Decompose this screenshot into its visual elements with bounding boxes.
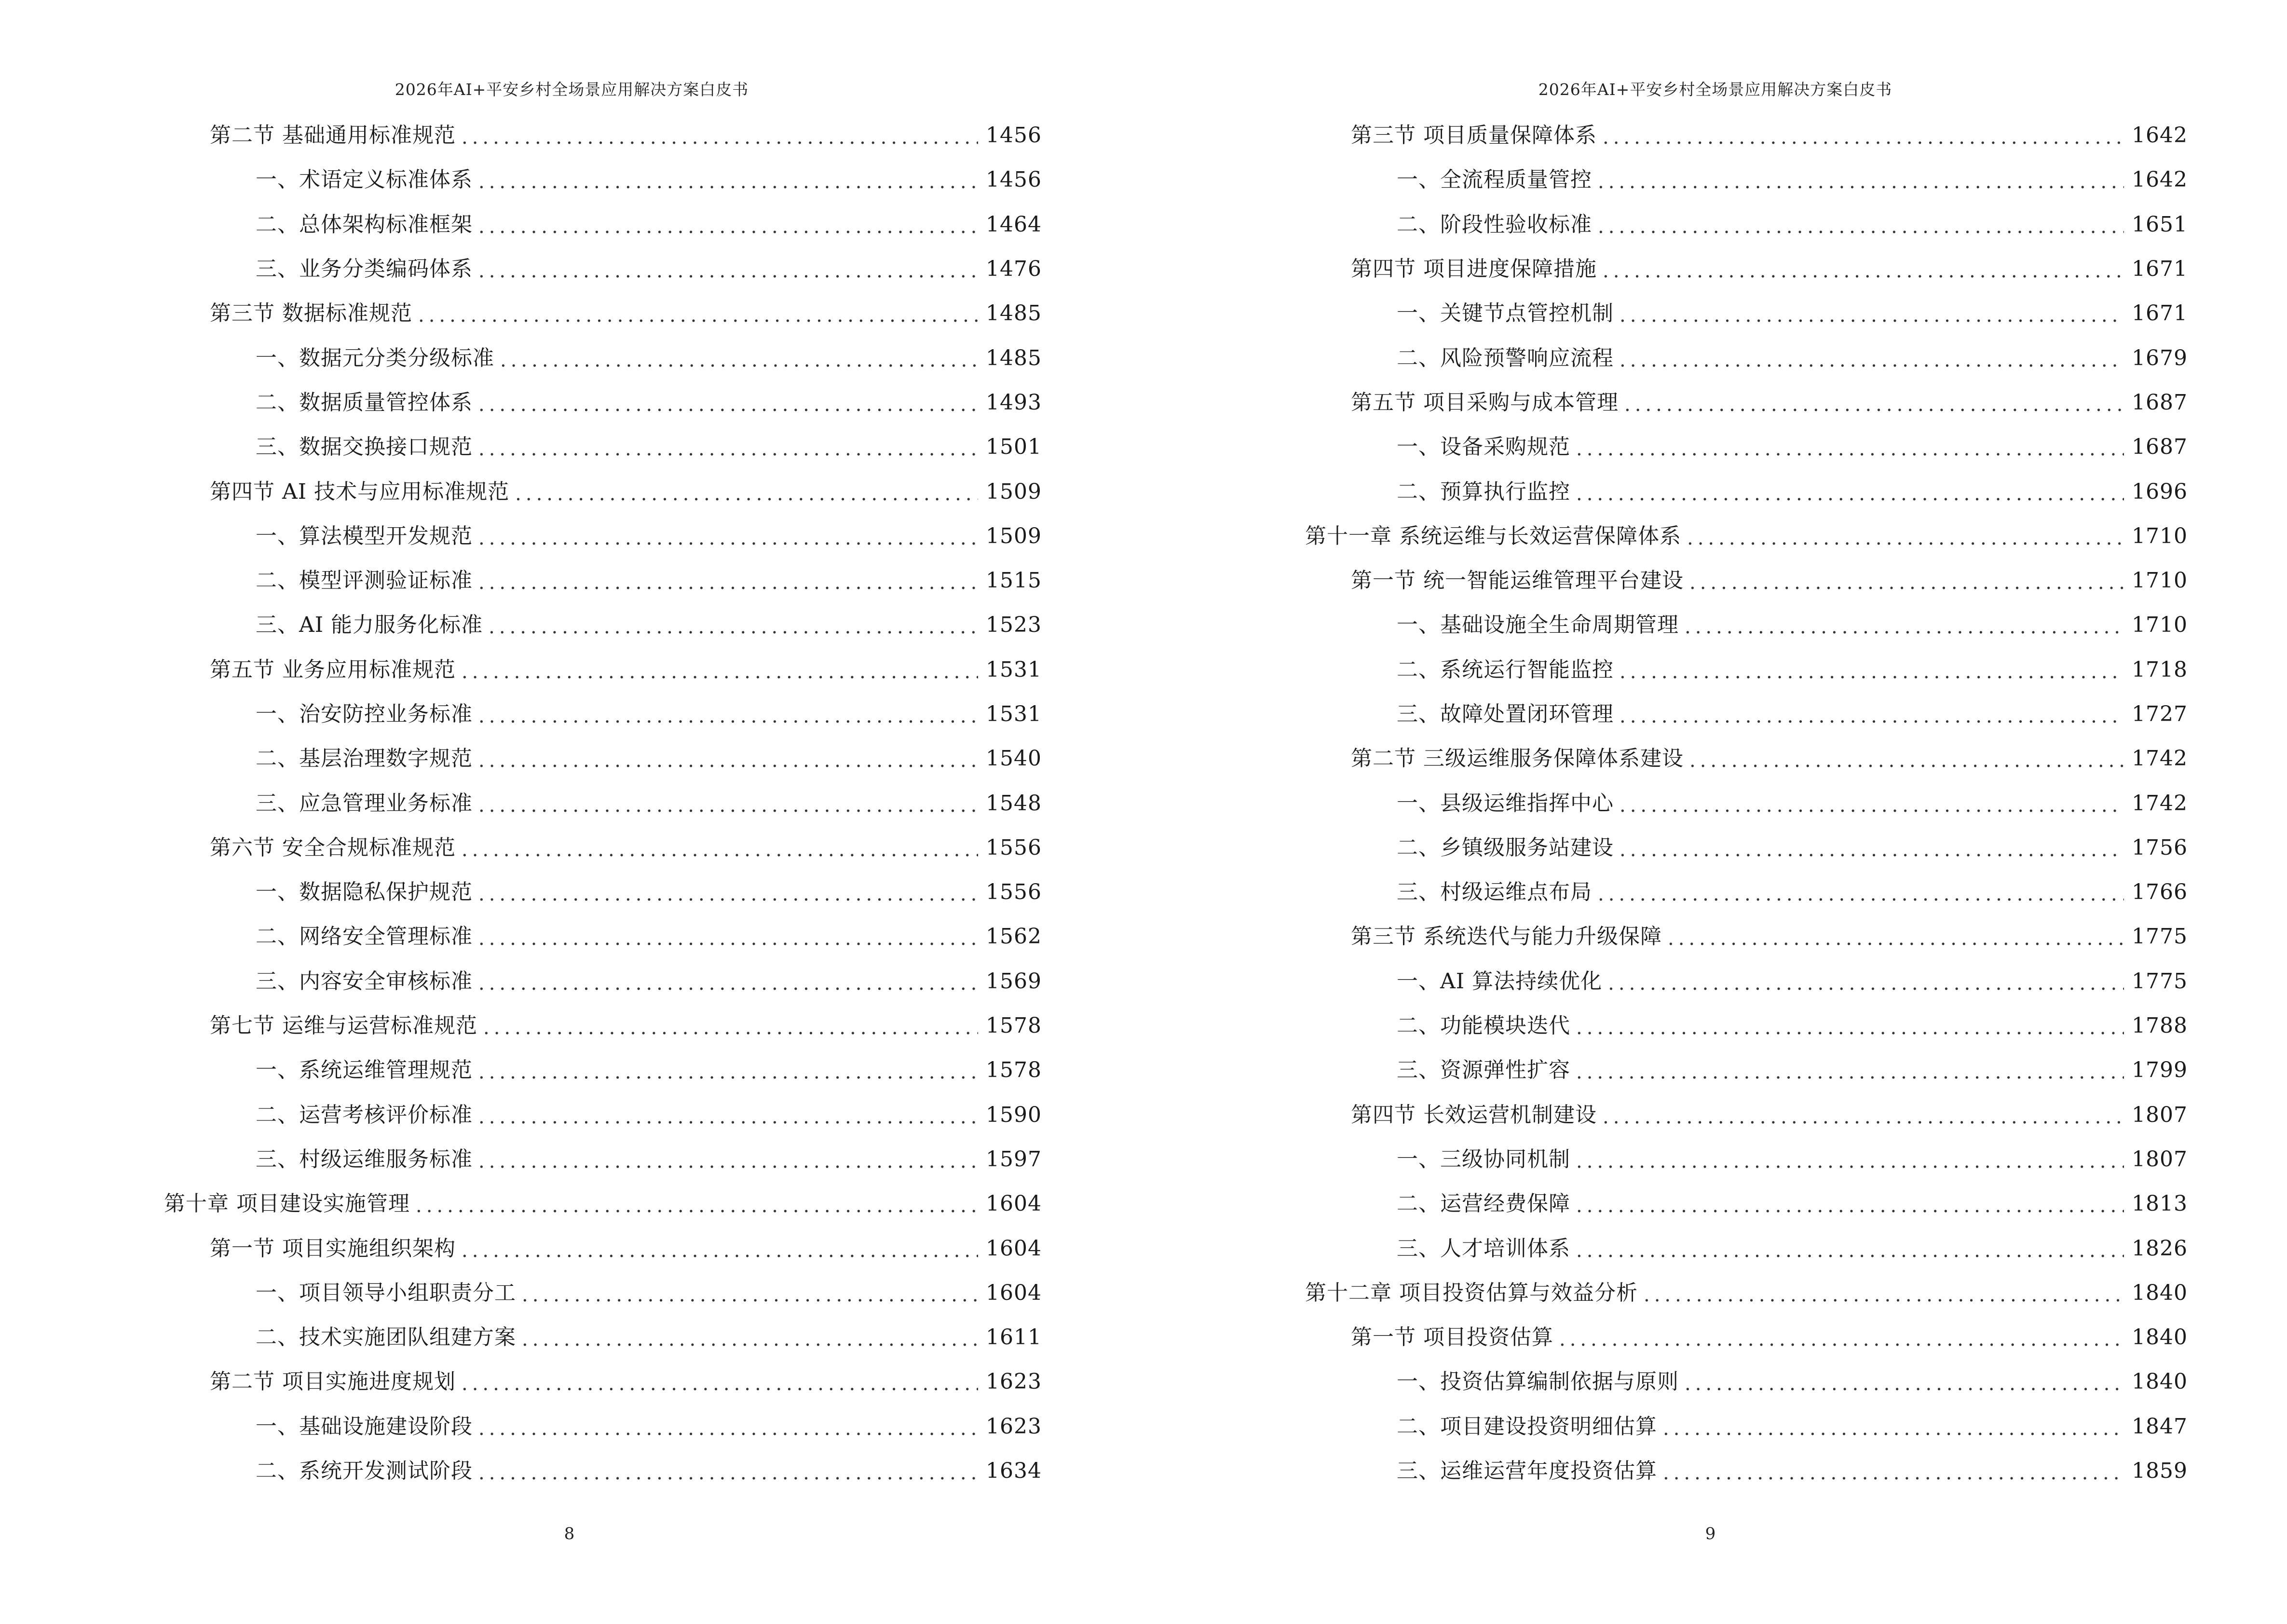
toc-entry-section[interactable]: [1305, 247, 2188, 291]
toc-entry-page: 1456: [986, 167, 1042, 192]
toc-entry-section[interactable]: [164, 1226, 1042, 1270]
running-header: 2026年AI+平安乡村全场景应用解决方案白皮书: [395, 80, 749, 99]
dot-leader: [478, 1152, 978, 1171]
toc-entry-page: 1590: [986, 1102, 1042, 1127]
toc-entry-section[interactable]: [164, 291, 1042, 336]
toc-entry-title: 二、运营经费保障: [1397, 1191, 1570, 1216]
table-of-contents: [164, 113, 1042, 1493]
toc-entry-title: 一、术语定义标准体系: [256, 167, 473, 192]
toc-entry-page: 1766: [2132, 880, 2188, 905]
dot-leader: [515, 484, 978, 504]
toc-entry-page: 1556: [986, 880, 1042, 905]
toc-entry-title: 二、总体架构标准框架: [256, 212, 473, 237]
toc-entry-title: 三、AI 能力服务化标准: [256, 613, 483, 638]
dot-leader: [1598, 172, 2124, 191]
toc-entry-subsection[interactable]: [1305, 1004, 2188, 1048]
dot-leader: [1663, 1463, 2124, 1483]
toc-entry-title: 一、基础设施建设阶段: [256, 1414, 473, 1439]
dot-leader: [1624, 395, 2124, 414]
toc-entry-subsection[interactable]: [164, 425, 1042, 469]
toc-entry-page: 1515: [986, 568, 1042, 593]
toc-entry-page: 1718: [2132, 657, 2188, 682]
toc-entry-page: 1671: [2132, 257, 2188, 282]
dot-leader: [489, 617, 978, 637]
dot-leader: [478, 1063, 978, 1082]
toc-entry-title: 一、县级运维指挥中心: [1397, 791, 1614, 816]
toc-entry-chapter[interactable]: [164, 1182, 1042, 1226]
dot-leader: [478, 796, 978, 815]
toc-entry-title: 一、数据元分类分级标准: [256, 345, 494, 370]
toc-entry-page: 1775: [2132, 924, 2188, 949]
dot-leader: [1608, 974, 2124, 993]
dot-leader: [478, 751, 978, 770]
toc-entry-title: 二、功能模块迭代: [1397, 1013, 1570, 1038]
toc-entry-title: 第三节 系统迭代与能力升级保障: [1351, 924, 1662, 949]
dot-leader: [478, 573, 978, 592]
toc-entry-page: 1756: [2132, 835, 2188, 860]
toc-entry-subsection[interactable]: [1305, 603, 2188, 647]
toc-entry-title: 三、内容安全审核标准: [256, 969, 473, 994]
toc-entry-page: 1642: [2132, 167, 2188, 192]
toc-entry-chapter[interactable]: [1305, 1271, 2188, 1315]
toc-entry-page: 1840: [2132, 1369, 2188, 1394]
toc-entry-title: 第五节 项目采购与成本管理: [1351, 390, 1619, 415]
toc-entry-page: 1493: [986, 390, 1042, 415]
toc-entry-section[interactable]: [1305, 737, 2188, 781]
toc-entry-subsection[interactable]: [164, 781, 1042, 825]
toc-entry-subsection[interactable]: [164, 1048, 1042, 1092]
dot-leader: [1685, 617, 2124, 637]
toc-entry-subsection[interactable]: [164, 1405, 1042, 1449]
toc-entry-page: 1727: [2132, 702, 2188, 726]
toc-entry-page: 1548: [986, 791, 1042, 816]
dot-leader: [500, 351, 978, 370]
page-number: 8: [564, 1524, 575, 1543]
toc-entry-page: 1642: [2132, 123, 2188, 148]
toc-entry-subsection[interactable]: [164, 559, 1042, 603]
toc-entry-section[interactable]: [1305, 381, 2188, 425]
toc-entry-title: 第一节 统一智能运维管理平台建设: [1351, 568, 1684, 593]
toc-entry-subsection[interactable]: [1305, 1226, 2188, 1270]
toc-entry-page: 1604: [986, 1280, 1042, 1305]
toc-entry-title: 三、资源弹性扩容: [1397, 1058, 1570, 1083]
dot-leader: [478, 395, 978, 414]
dot-leader: [522, 1330, 978, 1349]
toc-entry-title: 第六节 安全合规标准规范: [210, 835, 456, 860]
table-of-contents: [1305, 113, 2188, 1493]
toc-entry-page: 1651: [2132, 212, 2188, 237]
toc-entry-subsection[interactable]: [1305, 425, 2188, 469]
toc-entry-subsection[interactable]: [1305, 1137, 2188, 1182]
toc-entry-page: 1847: [2132, 1414, 2188, 1439]
right-page: [1144, 0, 2287, 1624]
toc-entry-page: 1859: [2132, 1459, 2188, 1484]
toc-entry-page: 1710: [2132, 613, 2188, 638]
dot-leader: [483, 1018, 978, 1037]
dot-leader: [1598, 885, 2124, 904]
dot-leader: [462, 1241, 978, 1260]
dot-leader: [1620, 351, 2124, 370]
dot-leader: [478, 1107, 978, 1127]
toc-entry-subsection[interactable]: [164, 1315, 1042, 1360]
toc-entry-page: 1485: [986, 301, 1042, 326]
dot-leader: [1603, 1107, 2124, 1127]
toc-entry-page: 1840: [2132, 1325, 2188, 1350]
toc-entry-title: 第二节 三级运维服务保障体系建设: [1351, 746, 1684, 771]
dot-leader: [1620, 840, 2124, 860]
toc-entry-page: 1531: [986, 657, 1042, 682]
toc-entry-page: 1456: [986, 123, 1042, 148]
toc-entry-page: 1807: [2132, 1102, 2188, 1127]
toc-entry-subsection[interactable]: [1305, 291, 2188, 336]
toc-entry-title: 一、关键节点管控机制: [1397, 301, 1614, 326]
toc-entry-title: 第三节 项目质量保障体系: [1351, 123, 1597, 148]
toc-entry-title: 第一节 项目实施组织架构: [210, 1236, 456, 1261]
dot-leader: [1576, 1152, 2124, 1171]
dot-leader: [478, 261, 978, 281]
toc-entry-subsection[interactable]: [164, 914, 1042, 959]
toc-entry-subsection[interactable]: [1305, 870, 2188, 914]
dot-leader: [1620, 306, 2124, 325]
dot-leader: [478, 529, 978, 548]
toc-entry-title: 第四节 AI 技术与应用标准规范: [210, 479, 510, 504]
toc-entry-title: 三、村级运维点布局: [1397, 880, 1592, 905]
dot-leader: [1559, 1330, 2124, 1349]
toc-entry-subsection[interactable]: [1305, 692, 2188, 737]
toc-entry-page: 1562: [986, 924, 1042, 949]
dot-leader: [478, 885, 978, 904]
toc-entry-page: 1687: [2132, 435, 2188, 460]
dot-leader: [1576, 484, 2124, 504]
toc-entry-title: 二、技术实施团队组建方案: [256, 1325, 516, 1350]
dot-leader: [1620, 796, 2124, 815]
toc-entry-title: 第五节 业务应用标准规范: [210, 657, 456, 682]
page-number: 9: [1705, 1524, 1716, 1543]
toc-entry-page: 1742: [2132, 746, 2188, 771]
toc-entry-title: 二、乡镇级服务站建设: [1397, 835, 1614, 860]
toc-entry-title: 三、人才培训体系: [1397, 1236, 1570, 1261]
toc-entry-title: 第一节 项目投资估算: [1351, 1325, 1553, 1350]
toc-entry-title: 第七节 运维与运营标准规范: [210, 1013, 477, 1038]
toc-entry-page: 1604: [986, 1191, 1042, 1216]
toc-entry-title: 一、设备采购规范: [1397, 435, 1570, 460]
toc-entry-subsection[interactable]: [1305, 826, 2188, 870]
toc-entry-title: 二、基层治理数字规范: [256, 746, 473, 771]
dot-leader: [1644, 1285, 2124, 1305]
dot-leader: [1576, 1018, 2124, 1037]
toc-entry-title: 一、投资估算编制依据与原则: [1397, 1369, 1679, 1394]
toc-entry-page: 1710: [2132, 523, 2188, 548]
toc-entry-title: 二、系统运行智能监控: [1397, 657, 1614, 682]
toc-entry-title: 一、AI 算法持续优化: [1397, 969, 1603, 994]
toc-entry-subsection[interactable]: [1305, 1405, 2188, 1449]
dot-leader: [1620, 707, 2124, 726]
toc-entry-subsection[interactable]: [164, 158, 1042, 202]
running-header: 2026年AI+平安乡村全场景应用解决方案白皮书: [1538, 80, 1892, 99]
dot-leader: [462, 128, 978, 147]
toc-entry-subsection[interactable]: [164, 203, 1042, 247]
toc-entry-page: 1623: [986, 1369, 1042, 1394]
toc-entry-page: 1540: [986, 746, 1042, 771]
toc-entry-page: 1775: [2132, 969, 2188, 994]
toc-entry-subsection[interactable]: [164, 603, 1042, 647]
toc-entry-subsection[interactable]: [164, 1137, 1042, 1182]
toc-entry-title: 三、村级运维服务标准: [256, 1146, 473, 1172]
toc-entry-subsection[interactable]: [164, 1271, 1042, 1315]
toc-entry-title: 第十二章 项目投资估算与效益分析: [1305, 1280, 1638, 1305]
toc-entry-page: 1476: [986, 257, 1042, 282]
dot-leader: [478, 439, 978, 459]
toc-entry-section[interactable]: [164, 648, 1042, 692]
toc-entry-subsection[interactable]: [164, 959, 1042, 1004]
toc-entry-subsection[interactable]: [164, 1449, 1042, 1493]
toc-entry-section[interactable]: [164, 113, 1042, 158]
toc-entry-subsection[interactable]: [1305, 203, 2188, 247]
toc-entry-page: 1742: [2132, 791, 2188, 816]
dot-leader: [462, 662, 978, 682]
toc-entry-section[interactable]: [1305, 113, 2188, 158]
dot-leader: [1576, 1241, 2124, 1260]
toc-entry-title: 一、治安防控业务标准: [256, 702, 473, 726]
toc-entry-title: 二、预算执行监控: [1397, 479, 1570, 504]
toc-entry-section[interactable]: [1305, 1093, 2188, 1137]
toc-entry-page: 1531: [986, 702, 1042, 726]
dot-leader: [1598, 217, 2124, 236]
dot-leader: [1668, 929, 2124, 948]
toc-entry-title: 二、项目建设投资明细估算: [1397, 1414, 1657, 1439]
toc-entry-page: 1597: [986, 1146, 1042, 1172]
toc-entry-subsection[interactable]: [164, 514, 1042, 559]
toc-entry-title: 二、数据质量管控体系: [256, 390, 473, 415]
toc-entry-page: 1623: [986, 1414, 1042, 1439]
toc-entry-page: 1509: [986, 479, 1042, 504]
toc-entry-title: 二、阶段性验收标准: [1397, 212, 1592, 237]
toc-entry-page: 1799: [2132, 1058, 2188, 1083]
toc-entry-page: 1788: [2132, 1013, 2188, 1038]
toc-entry-title: 三、运维运营年度投资估算: [1397, 1459, 1657, 1484]
toc-entry-title: 第十一章 系统运维与长效运营保障体系: [1305, 523, 1681, 548]
toc-entry-page: 1569: [986, 969, 1042, 994]
toc-entry-page: 1523: [986, 613, 1042, 638]
toc-entry-title: 三、应急管理业务标准: [256, 791, 473, 816]
toc-entry-title: 一、全流程质量管控: [1397, 167, 1592, 192]
dot-leader: [478, 217, 978, 236]
toc-entry-page: 1826: [2132, 1236, 2188, 1261]
toc-entry-page: 1687: [2132, 390, 2188, 415]
toc-entry-subsection[interactable]: [1305, 336, 2188, 380]
dot-leader: [478, 1419, 978, 1438]
toc-entry-page: 1671: [2132, 301, 2188, 326]
dot-leader: [1576, 1063, 2124, 1082]
toc-entry-page: 1578: [986, 1013, 1042, 1038]
toc-entry-subsection[interactable]: [164, 870, 1042, 914]
toc-entry-title: 一、数据隐私保护规范: [256, 880, 473, 905]
toc-entry-subsection[interactable]: [1305, 1048, 2188, 1092]
toc-entry-subsection[interactable]: [1305, 781, 2188, 825]
toc-entry-title: 一、三级协同机制: [1397, 1146, 1570, 1172]
toc-entry-title: 一、基础设施全生命周期管理: [1397, 613, 1679, 638]
toc-entry-subsection[interactable]: [1305, 1449, 2188, 1493]
toc-entry-title: 一、项目领导小组职责分工: [256, 1280, 516, 1305]
dot-leader: [1689, 573, 2124, 592]
dot-leader: [1576, 1196, 2124, 1215]
toc-entry-section[interactable]: [1305, 914, 2188, 959]
dot-leader: [478, 172, 978, 191]
dot-leader: [1603, 261, 2124, 281]
toc-entry-title: 二、运营考核评价标准: [256, 1102, 473, 1127]
dot-leader: [1687, 529, 2124, 548]
dot-leader: [478, 707, 978, 726]
dot-leader: [478, 1463, 978, 1483]
toc-entry-section[interactable]: [164, 469, 1042, 514]
toc-entry-title: 二、风险预警响应流程: [1397, 345, 1614, 370]
dot-leader: [416, 1196, 978, 1215]
toc-entry-title: 第十章 项目建设实施管理: [164, 1191, 410, 1216]
toc-entry-subsection[interactable]: [164, 692, 1042, 737]
toc-entry-title: 一、系统运维管理规范: [256, 1058, 473, 1083]
toc-entry-page: 1696: [2132, 479, 2188, 504]
toc-entry-section[interactable]: [164, 1360, 1042, 1404]
dot-leader: [462, 1374, 978, 1393]
toc-entry-title: 第二节 基础通用标准规范: [210, 123, 456, 148]
toc-entry-page: 1509: [986, 523, 1042, 548]
toc-entry-subsection[interactable]: [164, 737, 1042, 781]
toc-entry-page: 1807: [2132, 1146, 2188, 1172]
dot-leader: [478, 929, 978, 948]
toc-entry-page: 1840: [2132, 1280, 2188, 1305]
toc-entry-subsection[interactable]: [1305, 1182, 2188, 1226]
toc-entry-title: 二、网络安全管理标准: [256, 924, 473, 949]
toc-entry-title: 第四节 长效运营机制建设: [1351, 1102, 1597, 1127]
toc-entry-subsection[interactable]: [164, 1093, 1042, 1137]
toc-entry-page: 1464: [986, 212, 1042, 237]
toc-entry-page: 1813: [2132, 1191, 2188, 1216]
toc-entry-page: 1679: [2132, 345, 2188, 370]
toc-entry-section[interactable]: [164, 826, 1042, 870]
toc-entry-subsection[interactable]: [164, 381, 1042, 425]
toc-entry-subsection[interactable]: [164, 336, 1042, 380]
toc-entry-section[interactable]: [1305, 559, 2188, 603]
toc-entry-subsection[interactable]: [1305, 1360, 2188, 1404]
toc-entry-section[interactable]: [1305, 1315, 2188, 1360]
toc-entry-title: 第四节 项目进度保障措施: [1351, 257, 1597, 282]
toc-entry-title: 二、系统开发测试阶段: [256, 1459, 473, 1484]
toc-entry-chapter[interactable]: [1305, 514, 2188, 559]
toc-entry-title: 二、模型评测验证标准: [256, 568, 473, 593]
toc-entry-page: 1578: [986, 1058, 1042, 1083]
dot-leader: [1576, 439, 2124, 459]
toc-entry-page: 1556: [986, 835, 1042, 860]
dot-leader: [1685, 1374, 2124, 1393]
toc-entry-subsection[interactable]: [1305, 158, 2188, 202]
toc-entry-page: 1634: [986, 1459, 1042, 1484]
dot-leader: [1620, 662, 2124, 682]
toc-entry-title: 第二节 项目实施进度规划: [210, 1369, 456, 1394]
toc-entry-page: 1710: [2132, 568, 2188, 593]
toc-entry-page: 1604: [986, 1236, 1042, 1261]
toc-entry-page: 1611: [986, 1325, 1042, 1350]
toc-entry-subsection[interactable]: [1305, 469, 2188, 514]
toc-entry-subsection[interactable]: [1305, 648, 2188, 692]
toc-entry-section[interactable]: [164, 1004, 1042, 1048]
toc-entry-subsection[interactable]: [164, 247, 1042, 291]
toc-entry-title: 三、数据交换接口规范: [256, 435, 473, 460]
toc-entry-title: 第三节 数据标准规范: [210, 301, 412, 326]
dot-leader: [1689, 751, 2124, 770]
toc-entry-title: 一、算法模型开发规范: [256, 523, 473, 548]
dot-leader: [522, 1285, 978, 1305]
toc-entry-title: 三、故障处置闭环管理: [1397, 702, 1614, 726]
dot-leader: [478, 974, 978, 993]
toc-entry-page: 1485: [986, 345, 1042, 370]
toc-entry-title: 三、业务分类编码体系: [256, 257, 473, 282]
dot-leader: [1663, 1419, 2124, 1438]
toc-entry-page: 1501: [986, 435, 1042, 460]
dot-leader: [1603, 128, 2124, 147]
dot-leader: [418, 306, 978, 325]
toc-entry-subsection[interactable]: [1305, 959, 2188, 1004]
dot-leader: [462, 840, 978, 860]
